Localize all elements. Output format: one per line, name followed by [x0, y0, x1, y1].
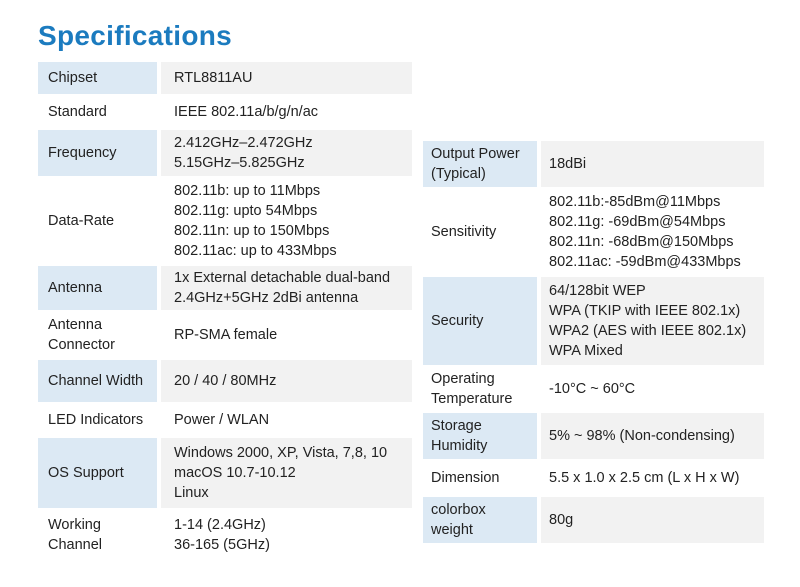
page-title: Specifications [38, 20, 233, 51]
spec-value: RP-SMA female [174, 327, 278, 343]
spec-value: IEEE 802.11a/b/g/n/ac [174, 104, 319, 120]
spec-row-operating-temperature [423, 368, 764, 410]
spec-row-frequency [38, 130, 412, 176]
spec-value: Power / WLAN [174, 412, 270, 428]
spec-value: 5% ~ 98% (Non-condensing) [541, 413, 764, 459]
spec-value: 802.11b:-85dBm@11Mbps 802.11g: -69dBm@54Mbps 802.11n: -68dBm@150Mbps 802.11ac: -59dBm@433Mbps [549, 194, 741, 270]
spec-value: 18dBi [541, 141, 764, 187]
spec-value: 802.11b: up to 11Mbps 802.11g: upto 54Mbps 802.11n: up to 150Mbps 802.11ac: up to 433Mbps [174, 183, 337, 259]
spec-table-left [38, 62, 412, 562]
spec-label: Data-Rate [48, 213, 115, 229]
spec-row-antenna [38, 266, 412, 310]
spec-label: Antenna Connector [48, 317, 115, 353]
spec-label: Security [423, 277, 537, 365]
spec-value: 1x External detachable dual-band 2.4GHz+5GHz 2dBi antenna [161, 266, 412, 310]
spec-row-standard [38, 97, 412, 127]
spec-label: Frequency [38, 130, 157, 176]
spec-value: RTL8811AU [161, 62, 412, 94]
spec-value: 80g [541, 497, 764, 543]
spec-row-antenna-connector [38, 313, 412, 357]
spec-row-colorbox-weight [423, 497, 764, 543]
spec-label: OS Support [38, 438, 157, 508]
spec-row-chipset [38, 62, 412, 94]
spec-value: 5.5 x 1.0 x 2.5 cm (L x H x W) [549, 470, 740, 486]
spec-label: colorbox weight [423, 497, 537, 543]
spec-row-security [423, 277, 764, 365]
spec-value: 64/128bit WEP WPA (TKIP with IEEE 802.1x) WPA2 (AES with IEEE 802.1x) WPA Mixed [541, 277, 764, 365]
spec-label: Dimension [431, 470, 500, 486]
spec-label: LED Indicators [48, 412, 144, 428]
spec-label: Standard [48, 104, 107, 120]
spec-value: 20 / 40 / 80MHz [161, 360, 412, 402]
spec-label: Antenna [38, 266, 157, 310]
spec-row-led-indicators [38, 405, 412, 435]
spec-row-sensitivity [423, 190, 764, 274]
spec-label: Storage Humidity [423, 413, 537, 459]
spec-value: -10°C ~ 60°C [549, 381, 636, 397]
spec-label: Channel Width [38, 360, 157, 402]
spec-row-dimension [423, 462, 764, 494]
spec-value: 1-14 (2.4GHz) 36-165 (5GHz) [174, 517, 270, 553]
spec-value: 2.412GHz–2.472GHz 5.15GHz–5.825GHz [161, 130, 412, 176]
spec-label: Operating Temperature [431, 371, 513, 407]
spec-row-data-rate [38, 179, 412, 263]
spec-label: Output Power (Typical) [423, 141, 537, 187]
spec-row-output-power [423, 141, 764, 187]
spec-row-channel-width [38, 360, 412, 402]
spec-label: Chipset [38, 62, 157, 94]
spec-label: Sensitivity [431, 224, 497, 240]
spec-label: Working Channel [48, 517, 103, 553]
spec-row-os-support [38, 438, 412, 508]
spec-row-storage-humidity [423, 413, 764, 459]
spec-row-working-channel [38, 511, 412, 559]
spec-value: Windows 2000, XP, Vista, 7,8, 10 macOS 10.7-10.12 Linux [161, 438, 412, 508]
spec-table-right [423, 141, 764, 546]
